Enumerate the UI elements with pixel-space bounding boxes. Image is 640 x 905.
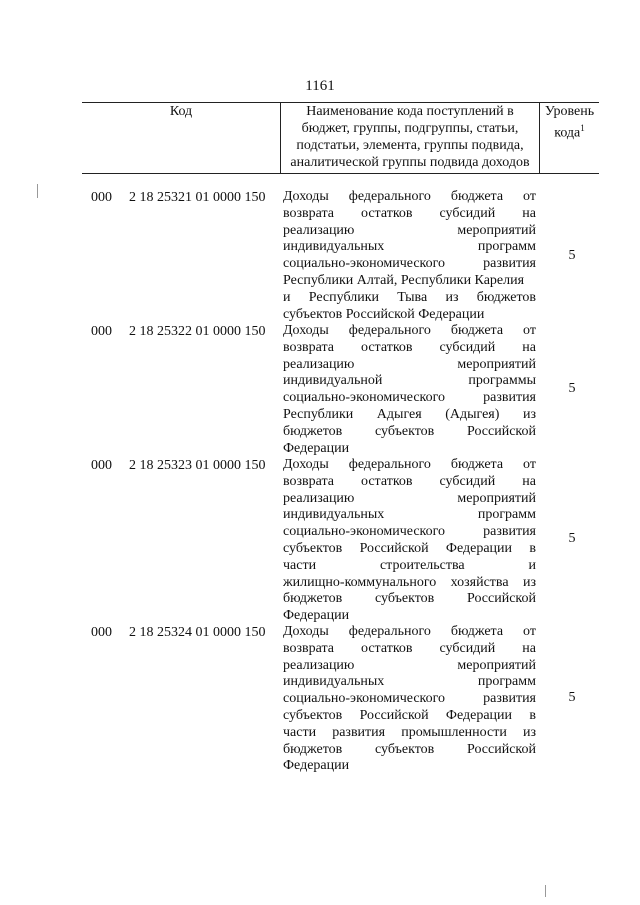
revenue-name-line: реализацию мероприятий: [283, 490, 536, 506]
revenue-name-line: возврата остатков субсидий на: [283, 339, 536, 355]
admin-code: 000: [91, 625, 112, 640]
revenue-name: [283, 323, 536, 457]
revenue-name: [283, 189, 536, 323]
revenue-code: 2 18 25324 01 0000 150: [129, 625, 266, 640]
revenue-name-line: реализацию мероприятий: [283, 356, 536, 372]
revenue-name-line: Федерации: [283, 608, 350, 624]
header-code: Код: [82, 103, 281, 173]
revenue-name-line: Республики Адыгея (Адыгея) из: [283, 406, 536, 422]
scan-mark: [545, 885, 546, 897]
revenue-name-line: Доходы федерального бюджета от: [283, 624, 536, 639]
revenue-name-line: возврата остатков субсидий на: [283, 640, 536, 656]
admin-code: 000: [91, 458, 112, 473]
header-level-line: кода$^1$: [554, 123, 585, 141]
revenue-code: 2 18 25323 01 0000 150: [129, 458, 266, 473]
code-level: 5: [568, 690, 576, 705]
header-name-line: бюджет, группы, подгруппы, статьи,: [301, 121, 519, 136]
revenue-name-line: индивидуальных программ: [283, 507, 536, 523]
revenue-name-line: части строительства и: [283, 557, 536, 573]
scan-mark: [37, 184, 38, 198]
header-level: [540, 103, 599, 173]
page-number: 1161: [305, 78, 335, 94]
revenue-name-line: индивидуальной программы: [283, 373, 536, 389]
revenue-name-line: жилищно-коммунального хозяйства из: [283, 574, 536, 590]
revenue-name: [283, 624, 536, 775]
revenue-name-line: Доходы федерального бюджета от: [283, 457, 536, 472]
revenue-name-line: реализацию мероприятий: [283, 222, 536, 238]
revenue-name-line: реализацию мероприятий: [283, 657, 536, 673]
revenue-name-line: бюджетов субъектов Российской: [283, 423, 536, 439]
revenue-name-line: и Республики Тыва из бюджетов: [283, 289, 536, 305]
revenue-name-line: возврата остатков субсидий на: [283, 205, 536, 221]
revenue-name-line: субъектов Российской Федерации: [283, 306, 485, 322]
header-name-line: подстатьи, элемента, группы подвида,: [296, 138, 524, 153]
header-name: [281, 103, 540, 173]
revenue-name-line: Доходы федерального бюджета от: [283, 323, 536, 338]
revenue-name-line: Федерации: [283, 758, 350, 774]
revenue-name-line: возврата остатков субсидий на: [283, 473, 536, 489]
revenue-name-line: Доходы федерального бюджета от: [283, 189, 536, 204]
table-header: [82, 102, 599, 174]
header-name-line: Наименование кода поступлений в: [306, 104, 514, 119]
header-level-line: Уровень: [544, 104, 595, 119]
revenue-name-line: Федерации: [283, 440, 350, 456]
revenue-code: 2 18 25321 01 0000 150: [129, 190, 266, 205]
revenue-name-line: субъектов Российской Федерации в: [283, 540, 536, 556]
revenue-name-line: субъектов Российской Федерации в: [283, 707, 536, 723]
revenue-name-line: социально-экономического развития: [283, 256, 536, 272]
code-level: 5: [568, 381, 576, 396]
admin-code: 000: [91, 190, 112, 205]
revenue-code: 2 18 25322 01 0000 150: [129, 324, 266, 339]
revenue-name-line: социально-экономического развития: [283, 524, 536, 540]
revenue-name-line: части развития промышленности из: [283, 724, 536, 740]
revenue-name-line: индивидуальных программ: [283, 674, 536, 690]
revenue-name-line: социально-экономического развития: [283, 390, 536, 406]
revenue-name-line: индивидуальных программ: [283, 239, 536, 255]
revenue-name-line: социально-экономического развития: [283, 691, 536, 707]
code-level: 5: [568, 248, 576, 263]
revenue-name-line: Республики Алтай, Республики Карелия: [283, 272, 525, 288]
admin-code: 000: [91, 324, 112, 339]
header-name-line: аналитической группы подвида доходов: [290, 155, 530, 170]
revenue-name-line: бюджетов субъектов Российской: [283, 741, 536, 757]
revenue-name: [283, 457, 536, 625]
code-level: 5: [568, 531, 576, 546]
revenue-name-line: бюджетов субъектов Российской: [283, 591, 536, 607]
footnote-marker: 1: [580, 123, 585, 133]
